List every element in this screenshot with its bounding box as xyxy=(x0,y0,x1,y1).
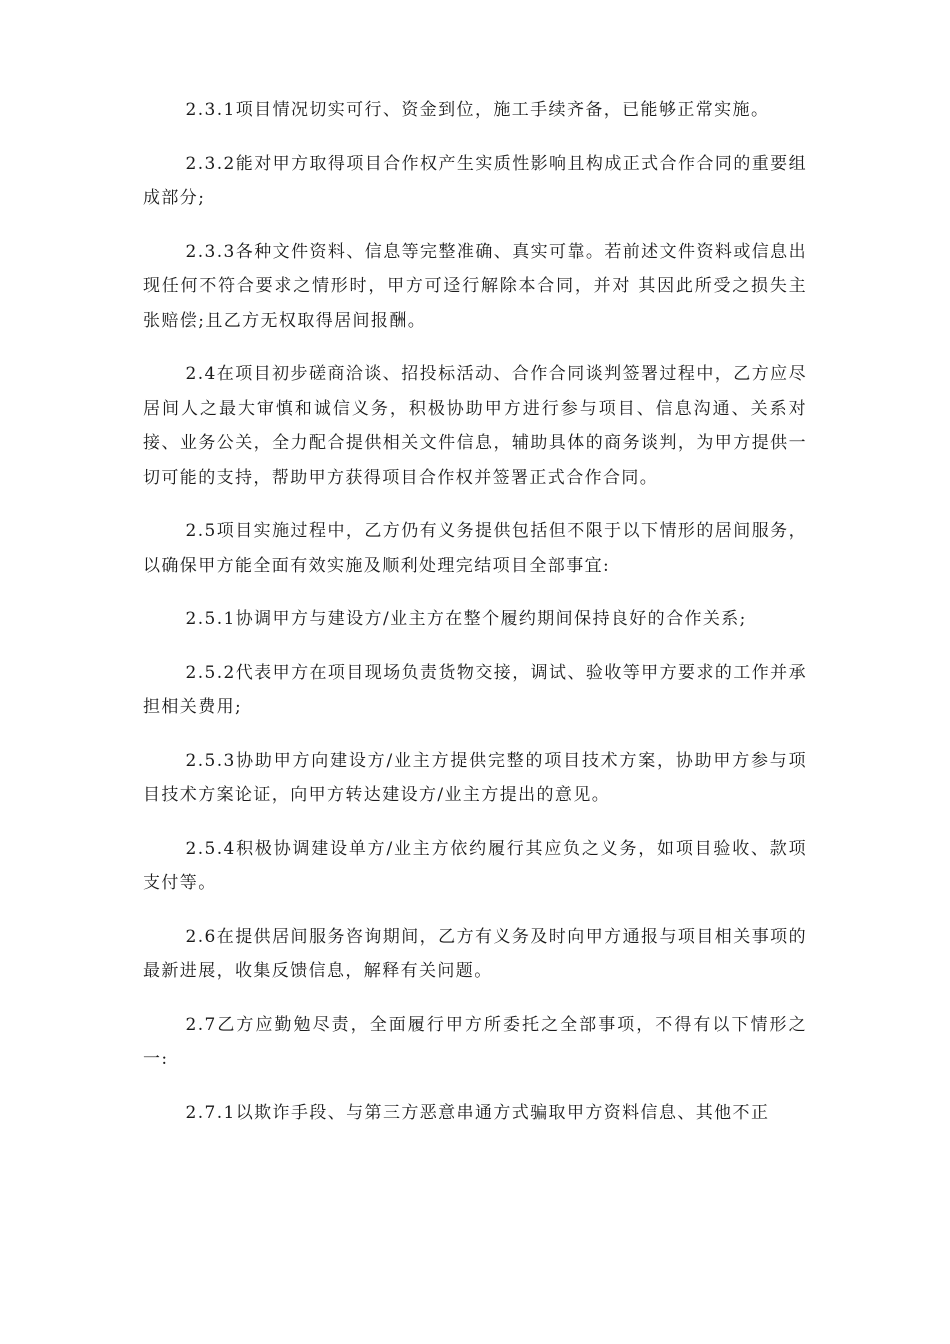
clause-2-4: 2.4在项目初步磋商洽谈、招投标活动、合作合同谈判签署过程中，乙方应尽居间人之最大审慎和诚信义务，积极协助甲方进行参与项目、信息沟通、关系对接、业务公关，全力配合提供相关文件信息，辅助具体的商务谈判，为甲方提供一切可能的支持，帮助甲方获得项目合作权并签署正式合作合同。 xyxy=(143,364,807,488)
clause-2-3-3: 2.3.3各种文件资料、信息等完整准确、真实可靠。若前述文件资料或信息出现任何不符合要求之情形时，甲方可迳行解除本合同，并对 其因此所受之损失主张赔偿;且乙方无权取得居间报酬。 xyxy=(143,241,807,331)
clause-2-7: 2.7乙方应勤勉尽责，全面履行甲方所委托之全部事项，不得有以下情形之一: xyxy=(143,1014,807,1069)
clause-2-5-1: 2.5.1协调甲方与建设方/业主方在整个履约期间保持良好的合作关系; xyxy=(185,609,747,629)
clause-2-5: 2.5项目实施过程中，乙方仍有义务提供包括但不限于以下情形的居间服务，以确保甲方能全面有效实施及顺利处理完结项目全部事宜: xyxy=(143,521,807,576)
clause-2-6: 2.6在提供居间服务咨询期间，乙方有义务及时向甲方通报与项目相关事项的最新进展，收集反馈信息，解释有关问题。 xyxy=(143,926,807,981)
clause-2-3-1: 2.3.1项目情况切实可行、资金到位，施工手续齐备，已能够正常实施。 xyxy=(185,100,770,120)
clause-2-5-2: 2.5.2代表甲方在项目现场负责货物交接，调试、验收等甲方要求的工作并承担相关费用; xyxy=(143,662,807,717)
clause-2-3-2: 2.3.2能对甲方取得项目合作权产生实质性影响且构成正式合作合同的重要组成部分; xyxy=(143,153,807,208)
clause-2-5-3: 2.5.3协助甲方向建设方/业主方提供完整的项目技术方案，协助甲方参与项目技术方案论证，向甲方转达建设方/业主方提出的意见。 xyxy=(143,750,807,805)
document-body xyxy=(143,93,807,1149)
clause-2-7-1: 2.7.1以欺诈手段、与第三方恶意串通方式骗取甲方资料信息、其他不正 xyxy=(185,1102,770,1123)
clause-2-5-4: 2.5.4积极协调建设单方/业主方依约履行其应负之义务，如项目验收、款项支付等。 xyxy=(143,838,807,893)
